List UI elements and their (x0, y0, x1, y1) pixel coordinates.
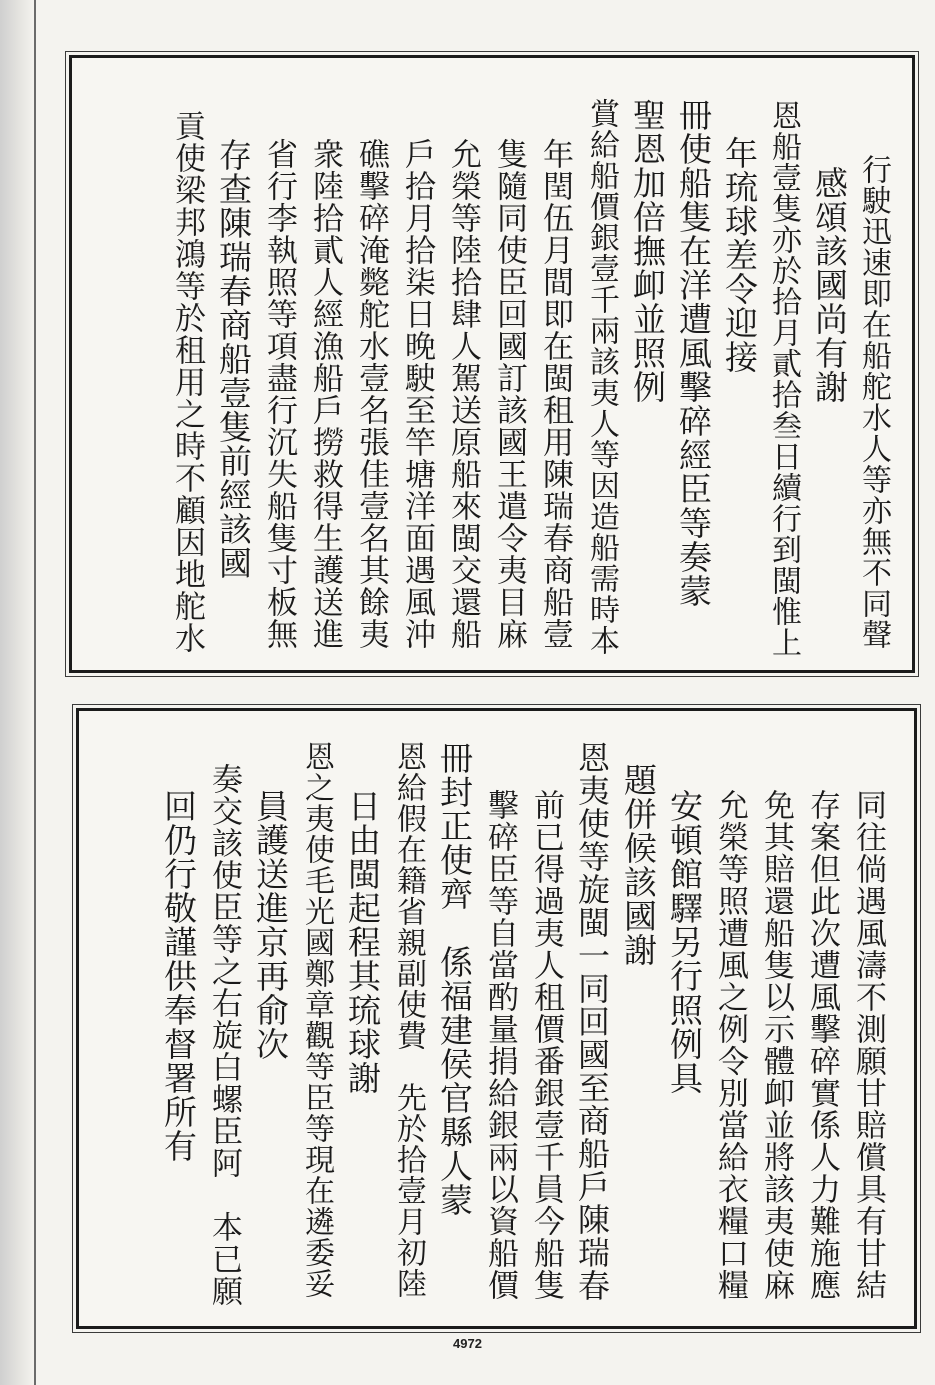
text-column: 存查陳瑞春商船壹隻前經該國 (214, 138, 253, 580)
text-column: 恩船壹隻亦於拾月貳拾叁日續行到閩惟上 (766, 100, 801, 658)
lower-text-panel (76, 708, 917, 1329)
book-binding-edge (0, 0, 36, 1385)
text-column: 恩夷使等旋閩一同回國至商船戶陳瑞春 (573, 741, 611, 1302)
text-column: 聖恩加倍撫卹並照例 (628, 98, 667, 404)
text-column: 賞給船價銀壹千兩該夷人等因造船需時本 (584, 98, 619, 656)
text-column: 同往倘遇風濤不測願甘賠償具有甘結 (850, 789, 886, 1301)
text-column: 回仍行敬謹供奉督署所有 (159, 789, 198, 1163)
text-column: 允榮等陸拾肆人駕送原船來閩交還船 (445, 138, 481, 650)
text-column: 奏交該使臣等之右旋白螺臣阿 本已願 (206, 763, 242, 1307)
text-column: 題併候該國謝 (619, 763, 658, 967)
text-column: 員護送進京再俞次 (251, 789, 290, 1061)
upper-text-panel (69, 55, 915, 673)
text-column: 冊封正使齊 係福建侯官縣人蒙 (435, 741, 474, 1217)
text-column: 恩之夷使毛光國鄭章觀等臣等現在遴委妥 (299, 741, 334, 1299)
lower-column-container (79, 711, 914, 1326)
upper-column-container (72, 58, 912, 670)
text-column: 擊碎臣等自當酌量捐給銀兩以資船價 (482, 789, 518, 1301)
text-column: 戶拾月拾柒日晚駛至竿塘洋面遇風沖 (399, 138, 435, 650)
text-column: 貢使梁邦鴻等於租用之時不顧因地舵水 (169, 110, 205, 654)
text-column: 感頌該國尚有謝 (810, 166, 849, 404)
page-number: 4972 (453, 1336, 482, 1351)
text-column: 安頓館驛另行照例具 (665, 789, 704, 1095)
text-column: 衆陸拾貳人經漁船戶撈救得生護送進 (307, 138, 343, 650)
text-column: 存案但此次遭風擊碎實係人力難施應 (804, 789, 840, 1301)
text-column: 日由閩起程其琉球謝 (343, 789, 382, 1095)
text-column: 冊使船隻在洋遭風擊碎經臣等奏蒙 (674, 98, 713, 608)
text-column: 礁擊碎淹斃舵水壹名張佳壹名其餘夷 (353, 138, 389, 650)
text-column: 行駛迅速即在船舵水人等亦無不同聲 (856, 154, 891, 650)
text-column: 前已得過夷人租價番銀壹千員今船隻 (528, 789, 564, 1301)
text-column: 年琉球差令迎接 (720, 136, 759, 374)
text-column: 免其賠還船隻以示體卹並將該夷使麻 (758, 789, 794, 1301)
text-column: 允榮等照遭風之例令別當給衣糧口糧 (712, 789, 748, 1301)
text-column: 年閏伍月間即在閩租用陳瑞春商船壹 (537, 138, 573, 650)
text-column: 隻隨同使臣回國訂該國王遣令夷目麻 (491, 138, 527, 650)
text-column: 恩給假在籍省親副使費 先於拾壹月初陸 (391, 741, 426, 1299)
text-column: 省行李執照等項盡行沉失船隻寸板無 (261, 138, 297, 650)
